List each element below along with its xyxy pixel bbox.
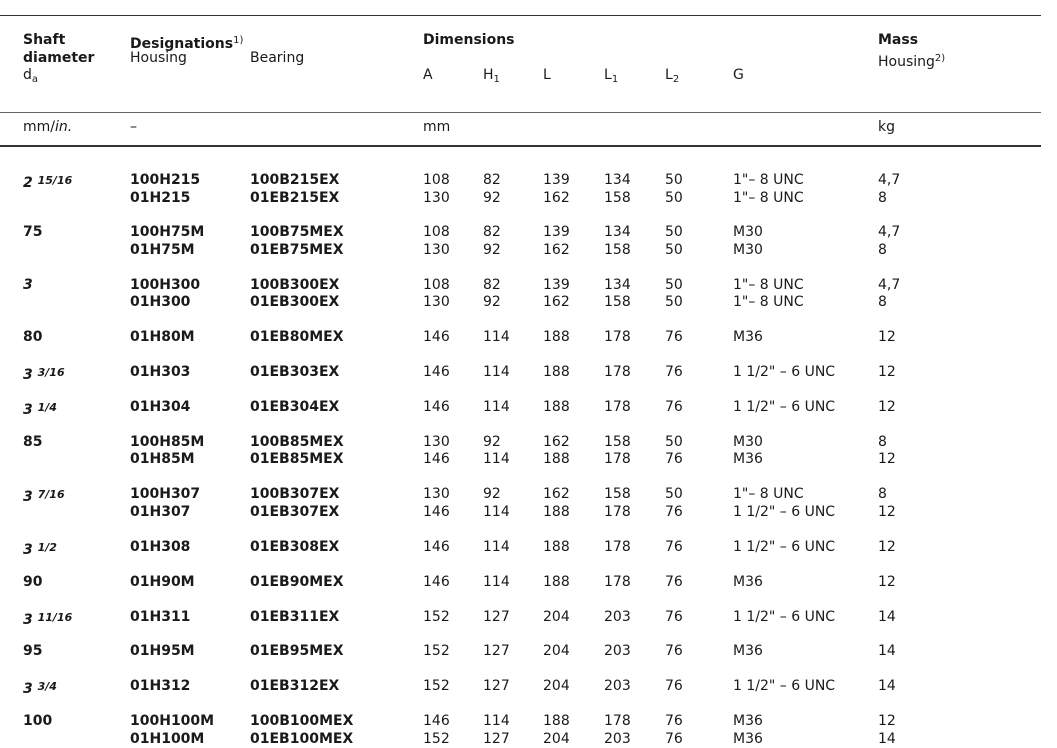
cell-dim-h1: 92 <box>483 433 501 450</box>
cell-dim-l: 162 <box>543 294 570 311</box>
cell-dim-l: 162 <box>543 241 570 258</box>
cell-dim-l2: 76 <box>665 608 683 625</box>
cell-dim-l: 162 <box>543 433 570 450</box>
cell-mass: 8 <box>878 294 887 311</box>
cell-dim-g: M30 <box>733 241 763 258</box>
cell-mass: 14 <box>878 608 896 625</box>
cell-mass: 12 <box>878 399 896 415</box>
cell-mass: 14 <box>878 643 896 660</box>
cell-dim-l2: 50 <box>665 172 683 188</box>
shaft-diameter-fraction: 1/4 <box>37 401 57 414</box>
cell-dim-l2: 76 <box>665 678 683 695</box>
cell-dim-l1: 158 <box>604 294 631 311</box>
cell-dim-l: 162 <box>543 486 570 503</box>
cell-dim-a: 130 <box>423 433 450 450</box>
cell-mass: 8 <box>878 241 887 258</box>
cell-housing: 01H85M <box>130 451 195 468</box>
shaft-diameter-whole: 3 <box>23 276 33 293</box>
cell-housing: 100H307 <box>130 486 201 503</box>
cell-dim-g: M30 <box>733 433 763 450</box>
cell-dim-a: 146 <box>423 399 450 415</box>
cell-dim-l: 188 <box>543 364 570 381</box>
cell-dim-h1: 114 <box>483 329 510 346</box>
cell-shaft-diameter <box>23 609 72 629</box>
shaft-diameter-whole: 75 <box>23 224 43 241</box>
cell-dim-l: 139 <box>543 224 570 241</box>
cell-dim-l2: 76 <box>665 643 683 660</box>
header-dim-g: G <box>733 67 744 83</box>
cell-dim-h1: 127 <box>483 730 510 747</box>
cell-dim-a: 146 <box>423 573 450 590</box>
cell-dim-l1: 178 <box>604 713 631 730</box>
cell-dim-a: 146 <box>423 329 450 346</box>
shaft-diameter-whole: 3 <box>23 541 33 558</box>
cell-housing: 01H304 <box>130 399 191 415</box>
cell-shaft-diameter <box>23 224 42 241</box>
cell-dim-a: 152 <box>423 730 450 747</box>
header-mass: Mass <box>878 32 919 48</box>
cell-dim-g: 1 1/2" – 6 UNC <box>733 538 836 555</box>
cell-dim-l1: 203 <box>604 643 631 660</box>
cell-dim-l2: 76 <box>665 329 683 346</box>
cell-dim-a: 152 <box>423 678 450 695</box>
cell-dim-l: 188 <box>543 538 570 555</box>
shaft-diameter-fraction: 15/16 <box>37 174 73 187</box>
shaft-diameter-fraction: 1/2 <box>37 540 57 554</box>
header-dimensions: Dimensions <box>423 32 515 48</box>
shaft-diameter-whole: 3 <box>23 489 33 506</box>
cell-dim-h1: 127 <box>483 643 510 660</box>
cell-shaft-diameter <box>23 277 33 294</box>
cell-dim-l1: 134 <box>604 172 631 188</box>
cell-housing: 01H311 <box>130 608 191 625</box>
cell-dim-a: 146 <box>423 713 450 730</box>
cell-mass: 12 <box>878 503 896 520</box>
cell-dim-h1: 114 <box>483 451 510 468</box>
cell-dim-l: 188 <box>543 329 570 346</box>
cell-dim-l1: 178 <box>604 538 631 555</box>
cell-housing: 01H80M <box>130 329 195 346</box>
units-shaft: mm/in. <box>23 119 73 135</box>
header-units-rule <box>0 112 1041 113</box>
cell-dim-g: 1 1/2" – 6 UNC <box>733 503 836 520</box>
cell-dim-l: 188 <box>543 503 570 520</box>
cell-dim-a: 108 <box>423 224 450 241</box>
cell-bearing: 100B75MEX <box>250 224 344 241</box>
cell-housing: 01H312 <box>130 678 191 695</box>
cell-dim-a: 152 <box>423 643 450 660</box>
cell-housing: 01H300 <box>130 294 191 311</box>
cell-dim-g: 1"– 8 UNC <box>733 172 804 188</box>
shaft-diameter-whole: 80 <box>23 329 43 346</box>
shaft-diameter-fraction: 3/16 <box>37 366 65 380</box>
units-dimensions: mm <box>423 119 451 135</box>
cell-dim-g: M36 <box>733 713 763 730</box>
cell-dim-l2: 76 <box>665 730 683 747</box>
cell-shaft-diameter <box>23 643 42 660</box>
cell-dim-l: 188 <box>543 451 570 468</box>
cell-dim-l: 204 <box>543 678 570 695</box>
cell-dim-l1: 178 <box>604 364 631 381</box>
cell-housing: 01H308 <box>130 538 191 555</box>
cell-dim-l1: 134 <box>604 276 631 293</box>
cell-dim-g: 1 1/2" – 6 UNC <box>733 364 836 381</box>
cell-dim-h1: 114 <box>483 538 510 555</box>
cell-housing: 01H95M <box>130 643 195 660</box>
cell-dim-l: 162 <box>543 189 570 206</box>
cell-dim-l1: 178 <box>604 573 631 590</box>
cell-dim-h1: 92 <box>483 189 501 206</box>
cell-shaft-diameter <box>23 364 65 384</box>
cell-mass: 12 <box>878 451 896 468</box>
cell-housing: 01H75M <box>130 241 195 258</box>
shaft-diameter-whole: 2 <box>23 175 33 191</box>
cell-housing: 01H215 <box>130 189 191 206</box>
cell-dim-l1: 178 <box>604 503 631 520</box>
cell-dim-l2: 76 <box>665 364 683 381</box>
cell-dim-g: 1"– 8 UNC <box>733 294 804 311</box>
cell-dim-l1: 178 <box>604 451 631 468</box>
cell-dim-g: 1"– 8 UNC <box>733 486 804 503</box>
shaft-diameter-whole: 85 <box>23 433 43 450</box>
cell-dim-h1: 114 <box>483 713 510 730</box>
cell-dim-l2: 76 <box>665 538 683 555</box>
cell-dim-l1: 158 <box>604 189 631 206</box>
cell-housing: 100H100M <box>130 713 215 730</box>
cell-dim-a: 130 <box>423 189 450 206</box>
cell-dim-l1: 158 <box>604 486 631 503</box>
header-dim-l1: $L_1$ <box>604 67 619 85</box>
header-dim-l: L <box>543 67 551 83</box>
cell-housing: 100H300 <box>130 276 201 293</box>
cell-dim-l2: 50 <box>665 294 683 311</box>
cell-dim-l: 139 <box>543 276 570 293</box>
header-designations: Designations$^{1)}$ <box>130 35 244 52</box>
cell-mass: 4,7 <box>878 276 901 293</box>
cell-mass: 4,7 <box>878 224 901 241</box>
cell-dim-l1: 158 <box>604 433 631 450</box>
cell-dim-h1: 114 <box>483 503 510 520</box>
cell-dim-a: 130 <box>423 294 450 311</box>
cell-dim-l1: 178 <box>604 399 631 415</box>
cell-bearing: 01EB75MEX <box>250 241 344 258</box>
units-designations: – <box>130 119 137 135</box>
shaft-diameter-fraction: 7/16 <box>37 488 65 502</box>
shaft-diameter-fraction: 11/16 <box>37 610 73 624</box>
cell-shaft-diameter <box>23 678 57 698</box>
cell-bearing: 100B300EX <box>250 276 340 293</box>
cell-housing: 01H303 <box>130 364 191 381</box>
cell-dim-h1: 92 <box>483 294 501 311</box>
cell-dim-l: 188 <box>543 573 570 590</box>
cell-bearing: 01EB90MEX <box>250 573 344 590</box>
cell-dim-a: 108 <box>423 172 450 188</box>
cell-dim-a: 130 <box>423 486 450 503</box>
cell-mass: 12 <box>878 538 896 555</box>
cell-dim-l1: 203 <box>604 678 631 695</box>
cell-shaft-diameter <box>23 713 52 730</box>
cell-dim-l2: 50 <box>665 224 683 241</box>
shaft-diameter-whole: 3 <box>23 367 33 384</box>
cell-dim-a: 146 <box>423 538 450 555</box>
cell-bearing: 01EB308EX <box>250 538 340 555</box>
cell-dim-g: M30 <box>733 224 763 241</box>
cell-bearing: 01EB300EX <box>250 294 340 311</box>
cell-shaft-diameter <box>23 399 57 419</box>
cell-dim-l1: 203 <box>604 608 631 625</box>
header-bearing: Bearing <box>250 50 305 66</box>
shaft-diameter-whole: 100 <box>23 713 53 730</box>
cell-dim-h1: 127 <box>483 678 510 695</box>
cell-dim-g: M36 <box>733 643 763 660</box>
header-dim-a: A <box>423 67 433 83</box>
cell-dim-g: 1"– 8 UNC <box>733 276 804 293</box>
cell-mass: 12 <box>878 713 896 730</box>
cell-dim-l2: 50 <box>665 241 683 258</box>
cell-dim-l2: 76 <box>665 451 683 468</box>
cell-bearing: 01EB95MEX <box>250 643 344 660</box>
cell-bearing: 01EB304EX <box>250 399 340 415</box>
cell-mass: 12 <box>878 573 896 590</box>
cell-housing: 01H100M <box>130 730 205 747</box>
cell-bearing: 01EB307EX <box>250 503 340 520</box>
shaft-diameter-whole: 3 <box>23 402 33 418</box>
cell-dim-h1: 92 <box>483 486 501 503</box>
cell-mass: 4,7 <box>878 172 901 188</box>
cell-dim-l2: 50 <box>665 486 683 503</box>
cell-dim-g: M36 <box>733 573 763 590</box>
cell-mass: 8 <box>878 433 887 450</box>
cell-dim-g: 1 1/2" – 6 UNC <box>733 678 836 695</box>
header-shaft-line2: diameter <box>23 50 95 66</box>
cell-bearing: 100B215EX <box>250 172 340 188</box>
cell-shaft-diameter <box>23 486 65 506</box>
cell-dim-h1: 82 <box>483 224 501 241</box>
header-housing: Housing <box>130 50 187 66</box>
cell-bearing: 01EB303EX <box>250 364 340 381</box>
cell-dim-l: 204 <box>543 608 570 625</box>
cell-dim-a: 130 <box>423 241 450 258</box>
cell-dim-g: M36 <box>733 730 763 747</box>
cell-dim-h1: 114 <box>483 399 510 415</box>
cell-shaft-diameter <box>23 574 42 591</box>
cell-dim-l: 188 <box>543 399 570 415</box>
cell-dim-h1: 127 <box>483 608 510 625</box>
cell-housing: 01H307 <box>130 503 191 520</box>
cell-dim-h1: 114 <box>483 364 510 381</box>
shaft-diameter-whole: 90 <box>23 573 43 590</box>
cell-housing: 01H90M <box>130 573 195 590</box>
cell-dim-l: 204 <box>543 643 570 660</box>
cell-dim-l1: 158 <box>604 241 631 258</box>
cell-housing: 100H85M <box>130 433 205 450</box>
header-dim-h1: $H_1$ <box>483 67 500 85</box>
units-mass: kg <box>878 119 895 135</box>
cell-dim-l2: 76 <box>665 713 683 730</box>
cell-dim-g: 1 1/2" – 6 UNC <box>733 399 836 415</box>
cell-dim-l2: 76 <box>665 503 683 520</box>
cell-shaft-diameter <box>23 172 72 192</box>
shaft-diameter-fraction: 3/4 <box>37 680 57 694</box>
cell-mass: 8 <box>878 486 887 503</box>
cell-dim-a: 152 <box>423 608 450 625</box>
cell-bearing: 01EB85MEX <box>250 451 344 468</box>
cell-bearing: 01EB312EX <box>250 678 340 695</box>
cell-housing: 100H215 <box>130 172 201 188</box>
cell-dim-g: M36 <box>733 329 763 346</box>
cell-mass: 12 <box>878 364 896 381</box>
cell-mass: 14 <box>878 678 896 695</box>
cell-mass: 8 <box>878 189 887 206</box>
cell-bearing: 01EB215EX <box>250 189 340 206</box>
cell-dim-g: 1 1/2" – 6 UNC <box>733 608 836 625</box>
cell-mass: 12 <box>878 329 896 346</box>
header-bottom-rule <box>0 145 1041 147</box>
cell-bearing: 100B85MEX <box>250 433 344 450</box>
cell-shaft-diameter <box>23 329 42 346</box>
cell-bearing: 100B307EX <box>250 486 340 503</box>
cell-dim-l2: 50 <box>665 433 683 450</box>
cell-dim-h1: 114 <box>483 573 510 590</box>
cell-mass: 14 <box>878 730 896 747</box>
cell-dim-a: 146 <box>423 364 450 381</box>
cell-dim-g: 1"– 8 UNC <box>733 189 804 206</box>
cell-bearing: 01EB100MEX <box>250 730 354 747</box>
header-shaft-line1: Shaft <box>23 32 66 48</box>
header-shaft-symbol: $d_a$ <box>23 67 39 85</box>
cell-dim-l: 139 <box>543 172 570 188</box>
cell-shaft-diameter <box>23 539 57 559</box>
cell-dim-l1: 203 <box>604 730 631 747</box>
cell-dim-l2: 50 <box>665 189 683 206</box>
cell-dim-h1: 92 <box>483 241 501 258</box>
shaft-diameter-whole: 3 <box>23 681 33 698</box>
cell-housing: 100H75M <box>130 224 205 241</box>
cell-bearing: 01EB311EX <box>250 608 340 625</box>
shaft-diameter-whole: 3 <box>23 611 33 628</box>
cell-dim-l2: 76 <box>665 573 683 590</box>
header-mass-housing: Housing$^{2)}$ <box>878 53 946 70</box>
cell-bearing: 100B100MEX <box>250 713 354 730</box>
cell-dim-l: 188 <box>543 713 570 730</box>
cell-shaft-diameter <box>23 434 42 451</box>
cell-dim-a: 146 <box>423 503 450 520</box>
cell-dim-a: 108 <box>423 276 450 293</box>
cell-dim-a: 146 <box>423 451 450 468</box>
cell-dim-l1: 178 <box>604 329 631 346</box>
cell-dim-h1: 82 <box>483 276 501 293</box>
cell-dim-l2: 50 <box>665 276 683 293</box>
cell-dim-l: 204 <box>543 730 570 747</box>
table-top-rule <box>0 15 1041 16</box>
cell-dim-h1: 82 <box>483 172 501 188</box>
cell-dim-l2: 76 <box>665 399 683 415</box>
header-dim-l2: $L_2$ <box>665 67 680 85</box>
cell-dim-l1: 134 <box>604 224 631 241</box>
cell-bearing: 01EB80MEX <box>250 329 344 346</box>
shaft-diameter-whole: 95 <box>23 643 43 660</box>
cell-dim-g: M36 <box>733 451 763 468</box>
